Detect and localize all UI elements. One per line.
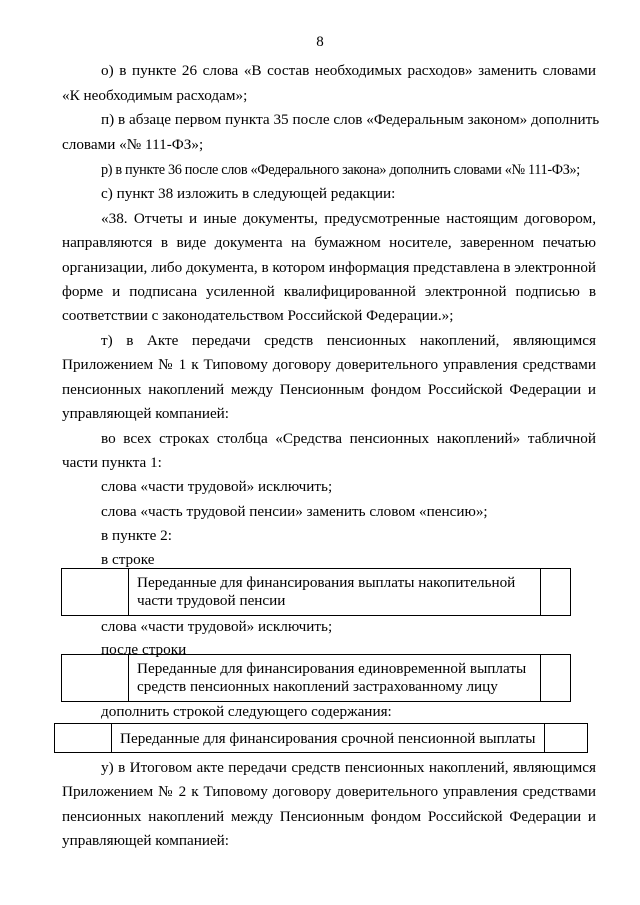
item-38-line-2: направляются в виде документа на бумажном носителе, заверенном печатью (62, 234, 596, 251)
table-row-1 (61, 568, 571, 616)
item-38-line-4: форме и подписана усиленной квалифицированной электронной подписью в (62, 283, 596, 300)
item-38-line-3: организации, либо документа, в котором информация представлена в электронной (62, 259, 597, 276)
table-row-2-line-2: средств пенсионных накоплений застрахованному лицу (137, 678, 498, 695)
item-u-line-4: управляющей компанией: (62, 832, 230, 849)
column-note-line-2: части пункта 1: (62, 454, 162, 471)
item-t-line-1: т) в Акте передачи средств пенсионных накоплений, являющимся (101, 332, 596, 349)
item-p-line-2: словами «№ 111-ФЗ»; (62, 136, 204, 153)
item-o-line-1: о) в пункте 26 слова «В состав необходимых расходов» заменить словами (101, 62, 596, 79)
item-u-line-3: пенсионных накоплений между Пенсионным фондом Российской Федерации и (62, 808, 596, 825)
table-row-1-line-2: части трудовой пенсии (137, 592, 286, 609)
table-row-3 (54, 723, 588, 753)
page-number: 8 (316, 34, 324, 50)
table-row-3-line-1: Переданные для финансирования срочной пенсионной выплаты (120, 730, 536, 747)
table-row-2-line-1: Переданные для финансирования единовременной выплаты (137, 660, 527, 677)
item-u-line-1: у) в Итоговом акте передачи средств пенсионных накоплений, являющимся (101, 759, 596, 776)
in-point-2: в пункте 2: (101, 527, 172, 544)
in-row: в строке (101, 551, 155, 568)
after-row: после строки (101, 641, 187, 658)
add-row-note: дополнить строкой следующего содержания: (101, 703, 392, 720)
item-38-line-5: соответствии с законодательством Российской Федерации.»; (62, 307, 454, 324)
item-38-line-1: «38. Отчеты и иные документы, предусмотренные настоящим договором, (101, 210, 596, 227)
item-u-line-2: Приложением № 2 к Типовому договору доверительного управления средствами (62, 783, 596, 800)
table-row-3-text-cell (111, 724, 545, 752)
table-row-2 (61, 654, 571, 702)
replace-note: слова «часть трудовой пенсии» заменить словом «пенсию»; (101, 503, 488, 520)
item-t-line-2: Приложением № 1 к Типовому договору доверительного управления средствами (62, 356, 596, 373)
table-row-1-text-cell (128, 569, 541, 615)
item-t-line-3: пенсионных накоплений между Пенсионным фондом Российской Федерации и (62, 381, 596, 398)
exclude-note-2: слова «части трудовой» исключить; (101, 618, 333, 635)
item-o-line-2: «К необходимым расходам»; (62, 87, 248, 104)
item-s-line: с) пункт 38 изложить в следующей редакции: (101, 185, 396, 202)
table-row-1-line-1: Переданные для финансирования выплаты накопительной (137, 574, 516, 591)
exclude-note: слова «части трудовой» исключить; (101, 478, 333, 495)
table-row-2-text-cell (128, 655, 541, 701)
column-note-line-1: во всех строках столбца «Средства пенсионных накоплений» табличной (101, 430, 596, 447)
item-r-line: р) в пункте 36 после слов «Федерального закона» дополнить словами «№ 111-ФЗ»; (101, 162, 580, 178)
item-p-line-1: п) в абзаце первом пункта 35 после слов «Федеральным законом» дополнить (101, 111, 600, 128)
item-t-line-4: управляющей компанией: (62, 405, 230, 422)
